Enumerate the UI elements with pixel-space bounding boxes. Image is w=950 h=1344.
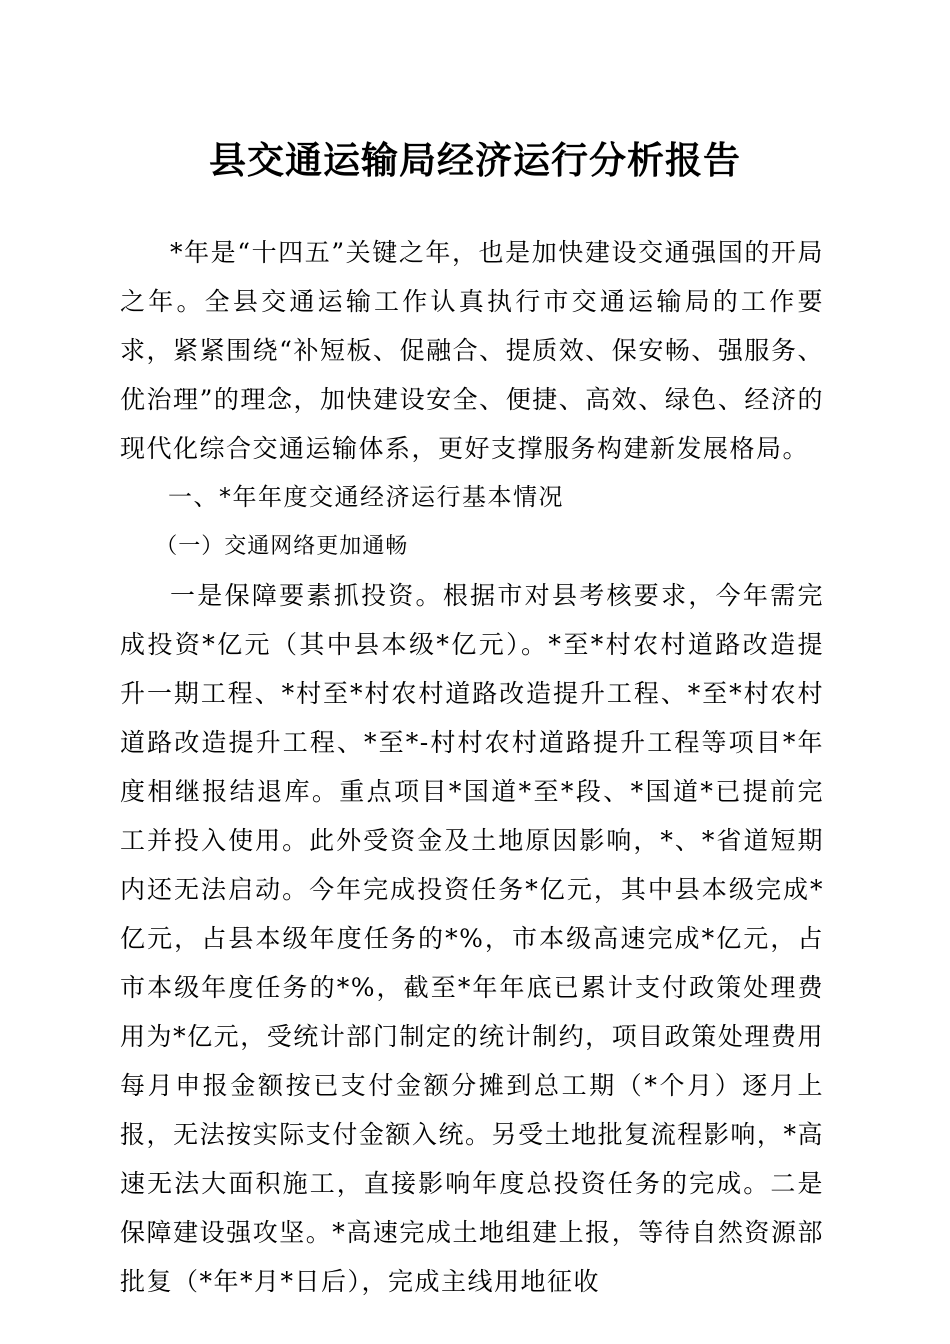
section-heading: 一、*年年度交通经济运行基本情况 bbox=[168, 483, 564, 511]
body-paragraph: 一是保障要素抓投资。根据市对县考核要求，今年需完成投资*亿元（其中县本级*亿元）。*至*村农村道路改造提升一期工程、*村至*村农村道路改造提升工程、*至*村农村道路改造提升工程、*至*-村村农村道路提升工程等项目*年度相继报结退库。重点项目*国道*至*段、*国道*已提前完工并投入使用。此外受资金及土地原因影响，*、*省道短期内还无法启动。今年完成投资任务*亿元，其中县本级完成*亿元，占县本级年度任务的*%，市本级高速完成*亿元，占市本级年度任务的*%，截至*年年底已累计支付政策处理费用为*亿元，受统计部门制定的统计制约，项目政策处理费用每月申报金额按已支付金额分摊到总工期（*个月）逐月上报，无法按实际支付金额入统。另受土地批复流程影响，*高速无法大面积施工，直接影响年度总投资任务的完成。二是保障建设强攻坚。*高速完成土地组建上报，等待自然资源部批复（*年*月*日后），完成主线用地征收 bbox=[120, 581, 824, 1296]
document-body bbox=[120, 228, 824, 1306]
subsection-heading: （一）交通网络更加通畅 bbox=[155, 534, 409, 559]
document-title: 县交通运输局经济运行分析报告 bbox=[209, 138, 741, 182]
intro-paragraph: *年是“十四五”关键之年，也是加快建设交通强国的开局之年。全县交通运输工作认真执行市交通运输局的工作要求，紧紧围绕“补短板、促融合、提质效、保安畅、强服务、优治理”的理念，加快建设安全、便捷、高效、绿色、经济的现代化综合交通运输体系，更好支撑服务构建新发展格局。 bbox=[120, 238, 824, 463]
